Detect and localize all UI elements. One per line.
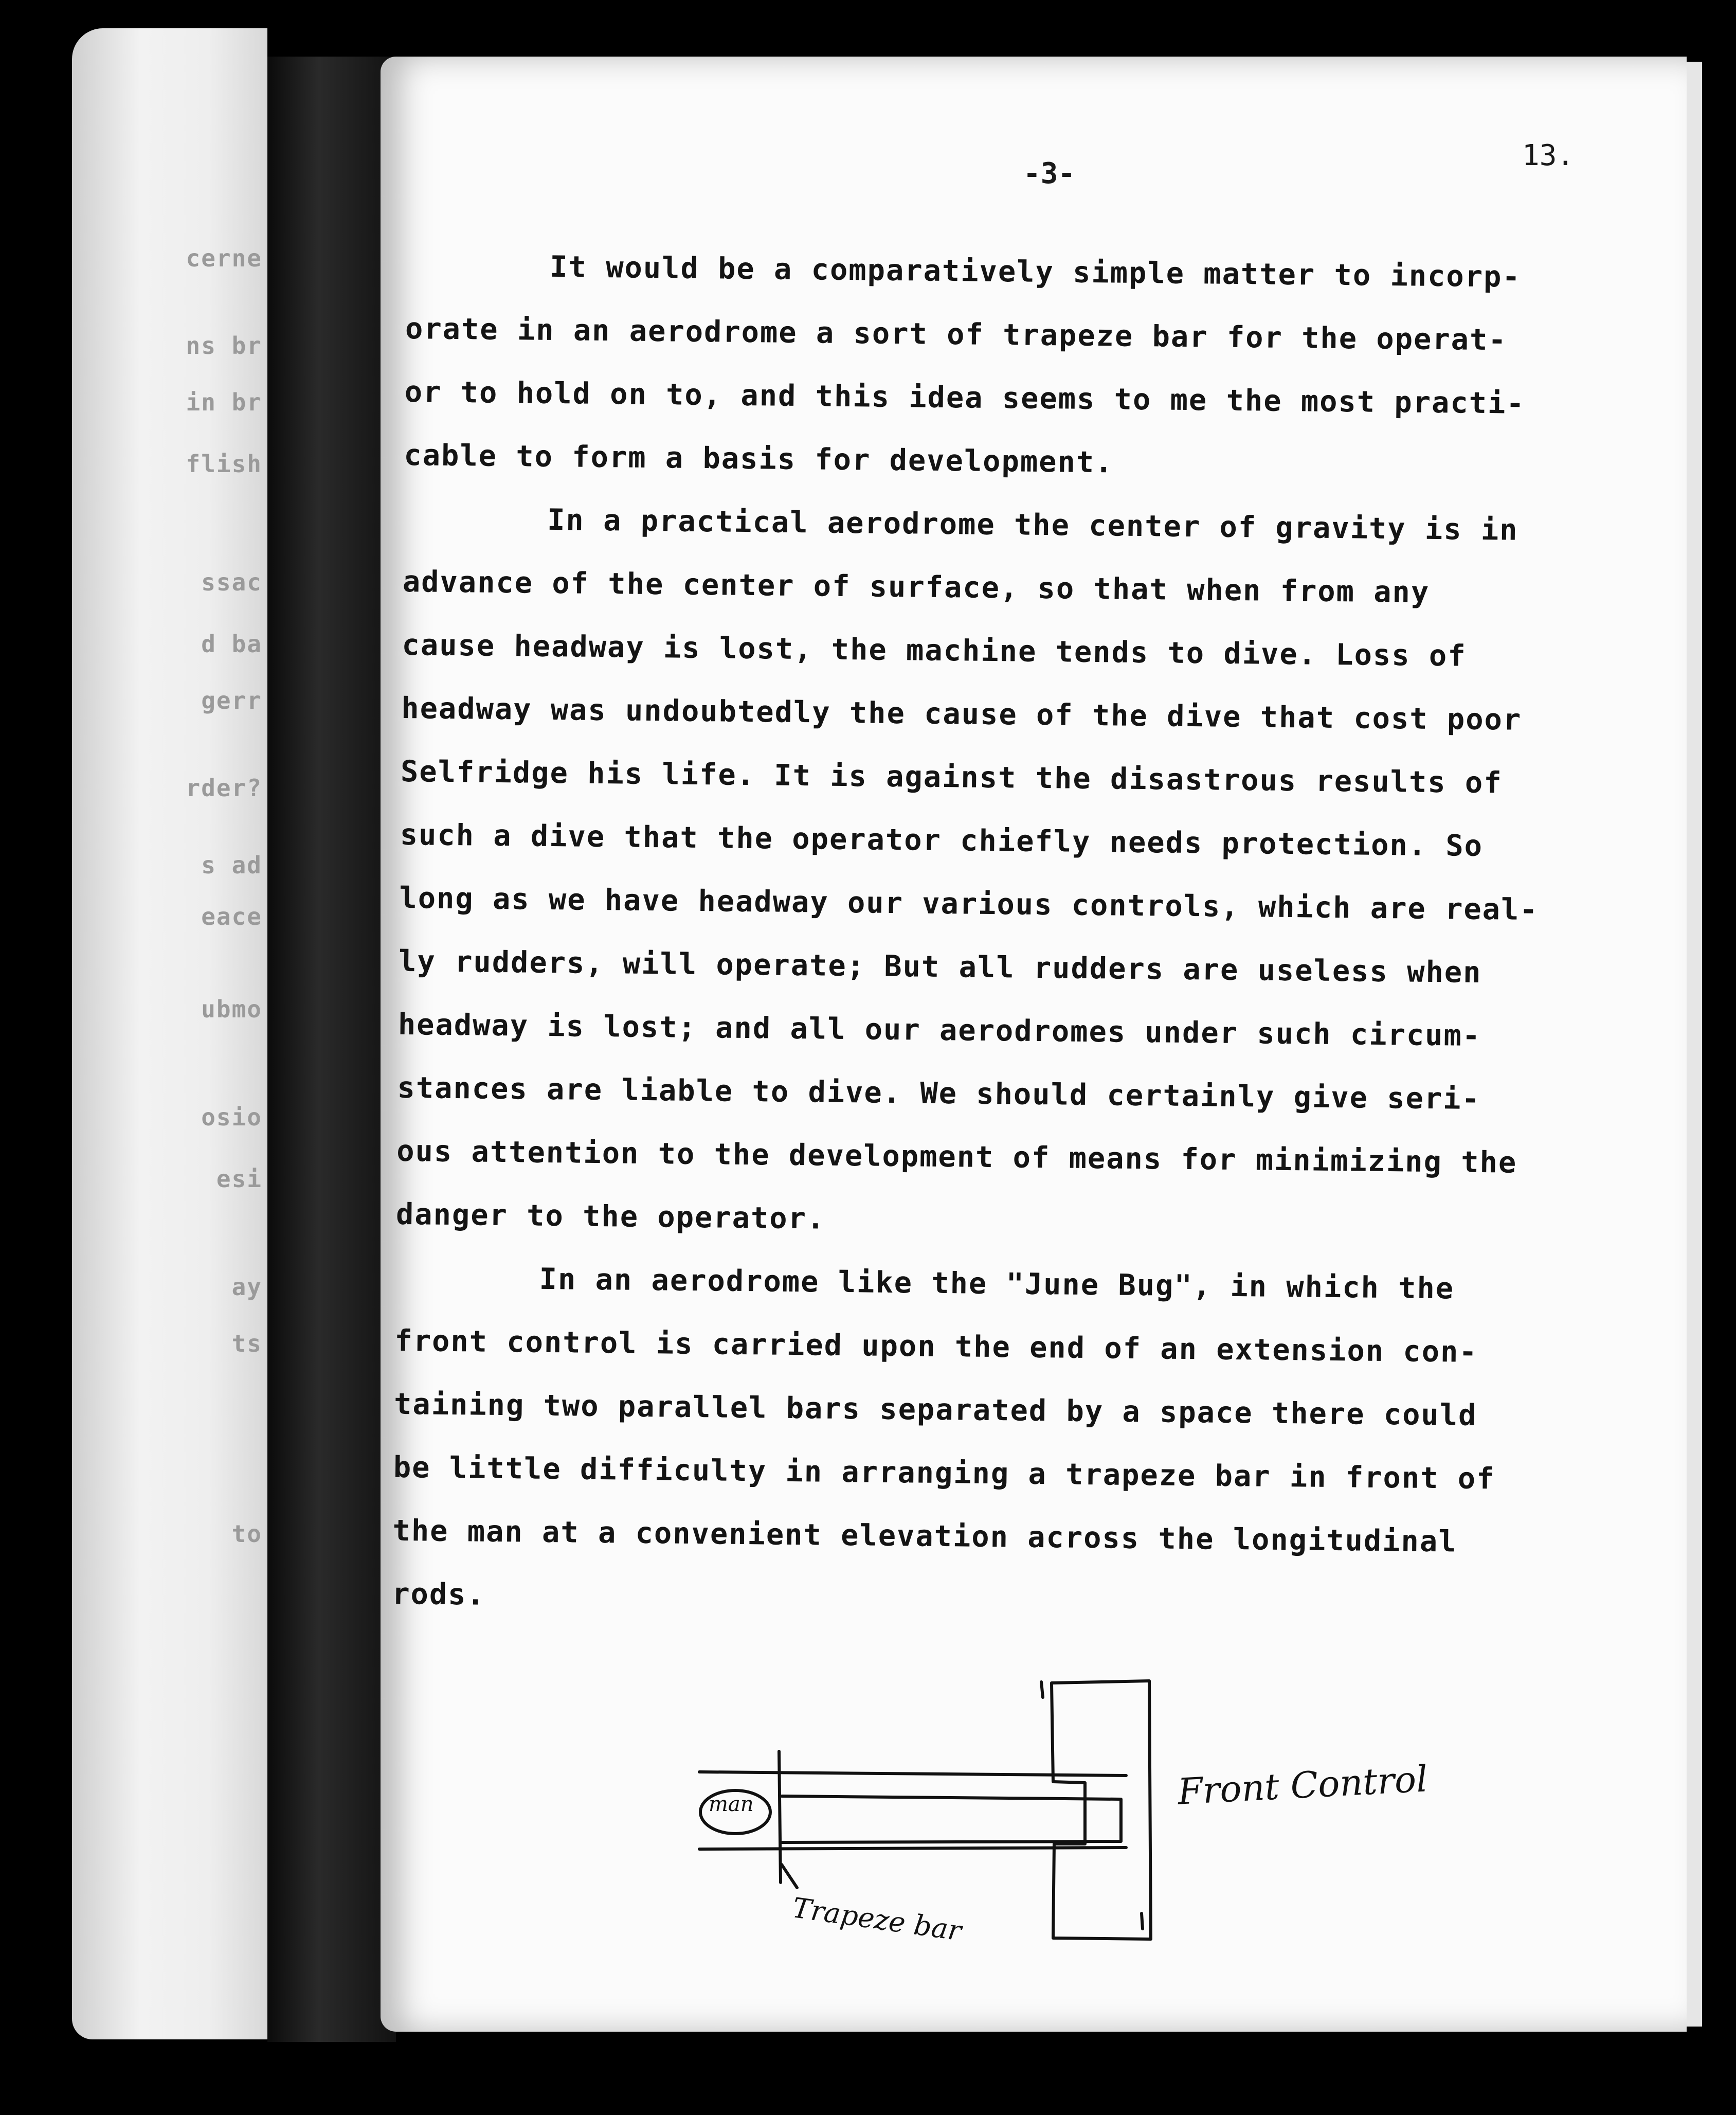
page-edge: [1687, 62, 1702, 2027]
facing-page-fragment: ay: [231, 1273, 262, 1301]
lower-rod: [699, 1848, 1126, 1849]
man-label: man: [709, 1793, 754, 1816]
paragraph: [404, 234, 1589, 499]
text-line: In an aerodrome like the "June Bug", in which the: [539, 1262, 1455, 1306]
facing-page-fragment: ssac: [201, 568, 262, 596]
text-line: ous attention to the development of means for minimizing the: [396, 1134, 1517, 1180]
facing-page-fragment: gerr: [201, 687, 262, 714]
trapeze-label: Trapeze bar: [790, 1891, 964, 1947]
text-line: headway is lost; and all our aerodromes under such circum-: [397, 1007, 1481, 1053]
facing-page-fragment: s ad: [201, 851, 262, 879]
upper-rod: [699, 1772, 1126, 1776]
facing-page-fragment: osio: [201, 1103, 262, 1131]
text-line: headway was undoubtedly the cause of the dive that cost poor: [401, 691, 1522, 737]
facing-page-fragment: ns br: [186, 332, 262, 360]
paragraph: [392, 1246, 1579, 1638]
paragraph: [395, 487, 1586, 1259]
text-line: It would be a comparatively simple matter to incorp-: [550, 249, 1522, 294]
facing-page-fragment: flish: [186, 450, 262, 478]
page-number: 13.: [1522, 139, 1575, 172]
text-line: danger to the operator.: [395, 1197, 826, 1236]
text-line: ly rudders, will operate; But all rudders are useless when: [398, 944, 1482, 990]
facing-page-fragment: to: [231, 1520, 262, 1548]
left-page: [72, 28, 267, 2039]
front-control-label: Front Control: [1177, 1758, 1429, 1813]
text-line: In a practical aerodrome the center of gravity is in: [547, 503, 1518, 547]
facing-page-fragment: cerne: [186, 244, 262, 272]
text-line: such a dive that the operator chiefly needs protection. So: [400, 817, 1484, 863]
book-gutter: [267, 57, 396, 2042]
facing-page-fragment: in br: [186, 388, 262, 416]
section-marker: -3-: [1023, 157, 1076, 190]
text-line: rods.: [391, 1576, 486, 1612]
text-line: orate in an aerodrome a sort of trapeze bar for the operat-: [405, 311, 1508, 357]
trapeze-diagram: [674, 1666, 1445, 1955]
text-line: taining two parallel bars separated by a space there could: [393, 1387, 1477, 1432]
facing-page-fragment: d ba: [201, 630, 262, 658]
text-line: advance of the center of surface, so that when from any: [402, 564, 1430, 610]
text-line: be little difficulty in arranging a trapeze bar in front of: [393, 1450, 1495, 1496]
trapeze-bar: [779, 1751, 781, 1883]
facing-page-fragment: ubmo: [201, 995, 262, 1023]
facing-page-fragment: esi: [216, 1165, 262, 1193]
facing-page-fragment: eace: [201, 903, 262, 930]
facing-page-fragment: ts: [231, 1330, 262, 1357]
facing-page-fragment: rder?: [186, 774, 262, 802]
text-line: cable to form a basis for development.: [404, 438, 1114, 480]
hand-drawn-sketch: [674, 1666, 1445, 1955]
typed-body-text: [392, 234, 1589, 1638]
text-line: Selfridge his life. It is against the disastrous results of: [400, 754, 1503, 800]
text-line: cause headway is lost, the machine tends to dive. Loss of: [402, 628, 1467, 673]
text-line: stances are liable to dive. We should certainly give seri-: [397, 1070, 1481, 1116]
text-line: or to hold on to, and this idea seems to me the most practi-: [404, 374, 1526, 421]
extension-rods: [782, 1796, 1121, 1842]
front-control: [1052, 1681, 1151, 1939]
text-line: front control is carried upon the end of an extension con-: [394, 1323, 1478, 1369]
text-line: long as we have headway our various controls, which are real-: [399, 881, 1539, 927]
text-line: the man at a convenient elevation across the longitudinal: [392, 1513, 1457, 1559]
